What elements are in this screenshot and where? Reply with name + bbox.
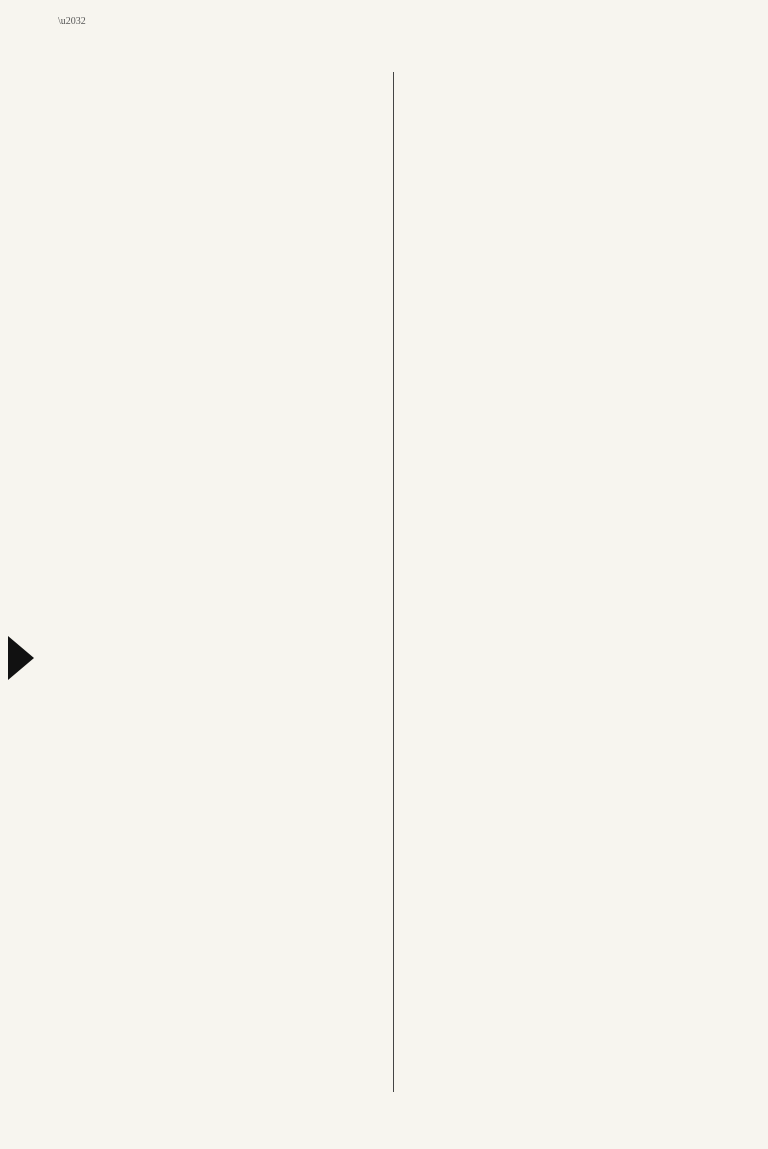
sacristao-name [80,190,386,208]
fiscal-name [80,125,386,143]
column-divider [393,72,394,1092]
guarda-name [80,147,386,165]
vigario-name [80,169,386,187]
escrivao-name [80,80,386,98]
margin-tick-mark: \u2032 [58,16,86,27]
irmandade-footer [80,214,386,232]
page-header [72,38,692,68]
left-column [80,74,386,232]
margin-ink-mark [8,636,34,680]
official-name [80,104,386,122]
